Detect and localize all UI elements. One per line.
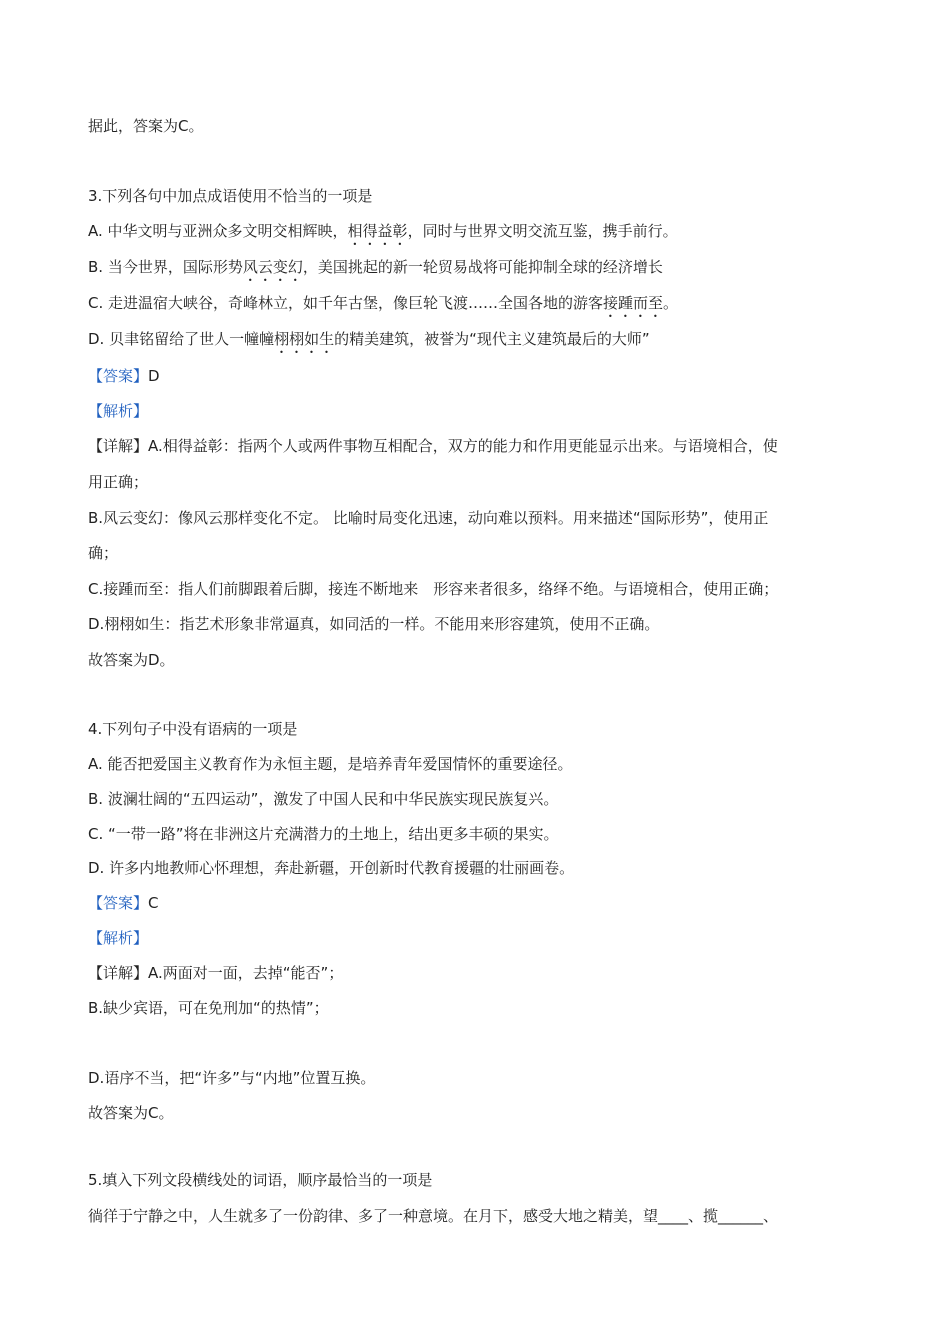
q4-option-c: C. “一带一路”将在非洲这片充满潜力的土地上，结出更多丰硕的果实。	[88, 825, 559, 843]
q3-option-a-pre: A. 中华文明与亚洲众多文明交相辉映，	[88, 222, 348, 240]
q3-detail-a-text: A.相得益彰：指两个人或两件事物互相配合，双方的能力和作用更能显示出来。与语境相合，使	[148, 437, 778, 455]
q4-option-a: A. 能否把爱国主义教育作为永恒主题，是培养青年爱国情怀的重要途径。	[88, 755, 573, 773]
q4-option-d: D. 许多内地教师心怀理想，奔赴新疆，开创新时代教育援疆的壮丽画卷。	[88, 859, 575, 877]
q3-option-c	[88, 293, 678, 321]
q3-stem: 3.下列各句中加点成语使用不恰当的一项是	[88, 187, 373, 205]
q3-option-d-idiom: 栩栩如生	[274, 330, 335, 348]
q3-detail-b-line1: B.风云变幻：像风云那样变化不定。 比喻时局变化迅速，动向难以预料。用来描述“国际形势”，使用正	[88, 509, 769, 527]
q4-detail-a-text: A.两面对一面，去掉“能否”；	[148, 964, 344, 982]
q3-option-a	[88, 221, 678, 249]
q3-option-c-idiom: 接踵而至	[603, 294, 664, 312]
q4-analysis-label: 【解析】	[88, 929, 149, 947]
q4-detail-d: D.语序不当，把“许多”与“内地”位置互换。	[88, 1069, 376, 1087]
q3-conclusion: 故答案为D。	[88, 651, 175, 669]
q3-detail-b-line2: 确；	[88, 544, 119, 562]
q4-detail-label: 【详解】	[88, 964, 149, 982]
q3-option-d-post: 的精美建筑，被誉为“现代主义建筑最后的大师”	[334, 330, 650, 348]
q3-option-a-idiom: 相得益彰	[347, 222, 408, 240]
q3-option-b-pre: B. 当今世界，国际形势	[88, 258, 243, 276]
q3-detail-d: D.栩栩如生：指艺术形象非常逼真，如同活的一样。不能用来形容建筑，使用不正确。	[88, 615, 660, 633]
q4-option-b: B. 波澜壮阔的“五四运动”，激发了中国人民和中华民族实现民族复兴。	[88, 790, 559, 808]
q3-option-b-post: ，美国挑起的新一轮贸易战将可能抑制全球的经济增长	[302, 258, 663, 276]
q3-answer-label: 【答案】	[88, 367, 149, 385]
q3-option-c-post: 。	[663, 294, 679, 312]
q3-detail-a-line2: 用正确；	[88, 473, 149, 491]
q4-answer-label: 【答案】	[88, 894, 149, 912]
q4-stem: 4.下列句子中没有语病的一项是	[88, 720, 298, 738]
q5-stem: 5.填入下列文段横线处的词语，顺序最恰当的一项是	[88, 1171, 433, 1189]
q3-answer	[88, 366, 160, 386]
q3-detail-a-line1	[88, 436, 778, 456]
q4-detail-a	[88, 963, 343, 983]
q3-option-b	[88, 257, 663, 285]
q3-option-d	[88, 329, 650, 357]
q4-answer	[88, 893, 159, 913]
q3-detail-c: C.接踵而至：指人们前脚跟着后脚，接连不断地来 形容来者很多，络绎不绝。与语境相合，使用正确；	[88, 580, 779, 598]
q3-option-a-post: ，同时与世界文明交流互鉴，携手前行。	[407, 222, 678, 240]
q4-answer-value: C	[148, 894, 159, 912]
q4-detail-b: B.缺少宾语，可在免刑加“的热情”；	[88, 999, 329, 1017]
prev-conclusion: 据此，答案为C。	[88, 117, 204, 135]
q4-conclusion: 故答案为C。	[88, 1104, 174, 1122]
q3-option-c-pre: C. 走进温宿大峡谷，奇峰林立，如千年古堡，像巨轮飞渡……全国各地的游客	[88, 294, 604, 312]
q5-passage: 徜徉于宁静之中，人生就多了一份韵律、多了一种意境。在月下，感受大地之精美，望____、揽______、	[88, 1207, 779, 1225]
q3-answer-value: D	[148, 367, 160, 385]
q3-analysis-label: 【解析】	[88, 402, 149, 420]
q3-detail-label: 【详解】	[88, 437, 149, 455]
q3-option-d-pre: D. 贝聿铭留给了世人一幢幢	[88, 330, 275, 348]
q3-option-b-idiom: 风云变幻	[242, 258, 303, 276]
